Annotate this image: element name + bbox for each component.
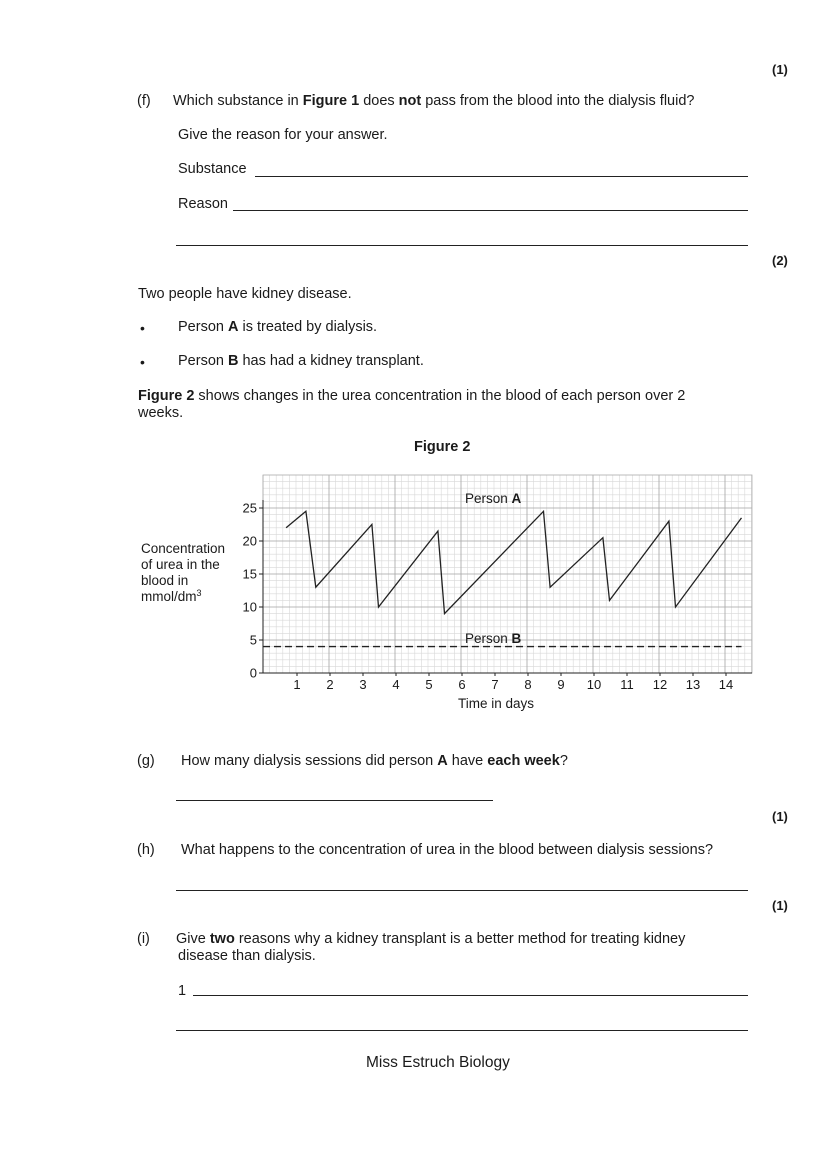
reason-label: Reason (178, 196, 228, 212)
question-text: does (359, 93, 399, 109)
question-bold: Figure 1 (302, 93, 360, 109)
bullet-text: has had a kidney transplant. (238, 353, 424, 369)
x-tick-label: 7 (491, 677, 499, 692)
bullet-bold: B (227, 353, 239, 369)
question-i-label: (i) (137, 931, 150, 947)
question-i-text-2: disease than dialysis. (178, 948, 316, 964)
footer: Miss Estruch Biology (366, 1054, 510, 1071)
y-tick-label: 10 (242, 599, 257, 615)
bullet-text: Person (178, 353, 228, 369)
figure-ref: Figure 2 (138, 388, 195, 404)
g-answer-line[interactable] (176, 800, 493, 801)
figure-intro-text: shows changes in the urea concentration in the blood of each person over 2 (194, 388, 686, 404)
question-text: ? (559, 753, 568, 769)
y-axis-label: of urea in the (141, 557, 220, 572)
figure-intro-line2: weeks. (138, 405, 184, 421)
question-g-label: (g) (137, 753, 155, 769)
x-tick-label: 2 (326, 677, 334, 692)
y-tick-label: 20 (242, 533, 257, 549)
question-i-text (176, 931, 685, 947)
y-axis-label: Concentration (141, 541, 226, 556)
y-axis-label: blood in (141, 573, 189, 588)
series-label-person-a: Person A (465, 491, 522, 506)
question-f-instruction: Give the reason for your answer. (178, 127, 388, 143)
x-tick-label: 11 (620, 677, 634, 692)
chart-ticks (243, 501, 734, 693)
h-answer-line[interactable] (176, 890, 748, 891)
figure-intro-line1 (138, 388, 685, 404)
intro-text: Two people have kidney disease. (138, 286, 352, 302)
bullet: • (140, 320, 145, 336)
question-h-text: What happens to the concentration of urea in the blood between dialysis sessions? (181, 842, 714, 858)
urea-chart (130, 468, 760, 723)
question-bold: A (437, 753, 448, 769)
y-axis-label: mmol/$dm^3$ (141, 588, 202, 604)
x-tick-label: 12 (652, 677, 668, 692)
question-text: Give (176, 931, 210, 947)
question-bold: not (398, 93, 422, 109)
marks-label: (1) (772, 62, 788, 77)
x-tick-label: 9 (557, 677, 565, 692)
y-tick-label: 15 (242, 566, 257, 582)
bullet-bold: A (227, 319, 239, 335)
question-f-label: (f) (137, 93, 151, 109)
reason-answer-line-2[interactable] (176, 245, 748, 246)
i-answer-line-2[interactable] (176, 1030, 748, 1031)
bullet: • (140, 354, 145, 370)
x-tick-label: 14 (718, 677, 734, 692)
y-tick-label: 0 (249, 665, 257, 681)
question-f-text (173, 93, 694, 109)
x-tick-label: 3 (359, 677, 367, 692)
answer-number: 1 (178, 983, 187, 999)
question-bold: two (209, 931, 235, 947)
x-tick-label: 10 (586, 677, 602, 692)
substance-label: Substance (178, 161, 247, 177)
chart-series (263, 511, 742, 646)
i-answer-line-1[interactable] (193, 995, 748, 996)
marks-label: (2) (772, 253, 788, 268)
x-tick-label: 4 (392, 677, 400, 692)
question-text: reasons why a kidney transplant is a better method for treating kidney (234, 931, 686, 947)
x-tick-label: 8 (524, 677, 532, 692)
bullet-person-a (178, 319, 377, 335)
x-tick-label: 6 (458, 677, 466, 692)
question-bold: each week (487, 753, 560, 769)
reason-answer-line[interactable] (233, 210, 748, 211)
question-text: have (447, 753, 488, 769)
x-tick-label: 1 (293, 677, 301, 692)
y-tick-label: 25 (242, 500, 257, 516)
question-text: Which substance in (173, 93, 303, 109)
substance-answer-line[interactable] (255, 176, 748, 177)
x-tick-label: 13 (685, 677, 701, 692)
question-text: How many dialysis sessions did person (181, 753, 438, 769)
series-label-person-b: Person B (465, 631, 522, 646)
marks-label: (1) (772, 809, 788, 824)
question-g-text (181, 753, 568, 769)
question-h-label: (h) (137, 842, 155, 858)
bullet-text: is treated by dialysis. (238, 319, 378, 335)
question-text: pass from the blood into the dialysis fluid? (421, 93, 695, 109)
bullet-text: Person (178, 319, 228, 335)
figure-title: Figure 2 (414, 439, 471, 455)
y-tick-label: 5 (249, 632, 257, 648)
chart-labels (141, 491, 534, 711)
x-axis-label: Time in days (457, 696, 535, 711)
bullet-person-b (178, 353, 424, 369)
x-tick-label: 5 (425, 677, 433, 692)
marks-label: (1) (772, 898, 788, 913)
